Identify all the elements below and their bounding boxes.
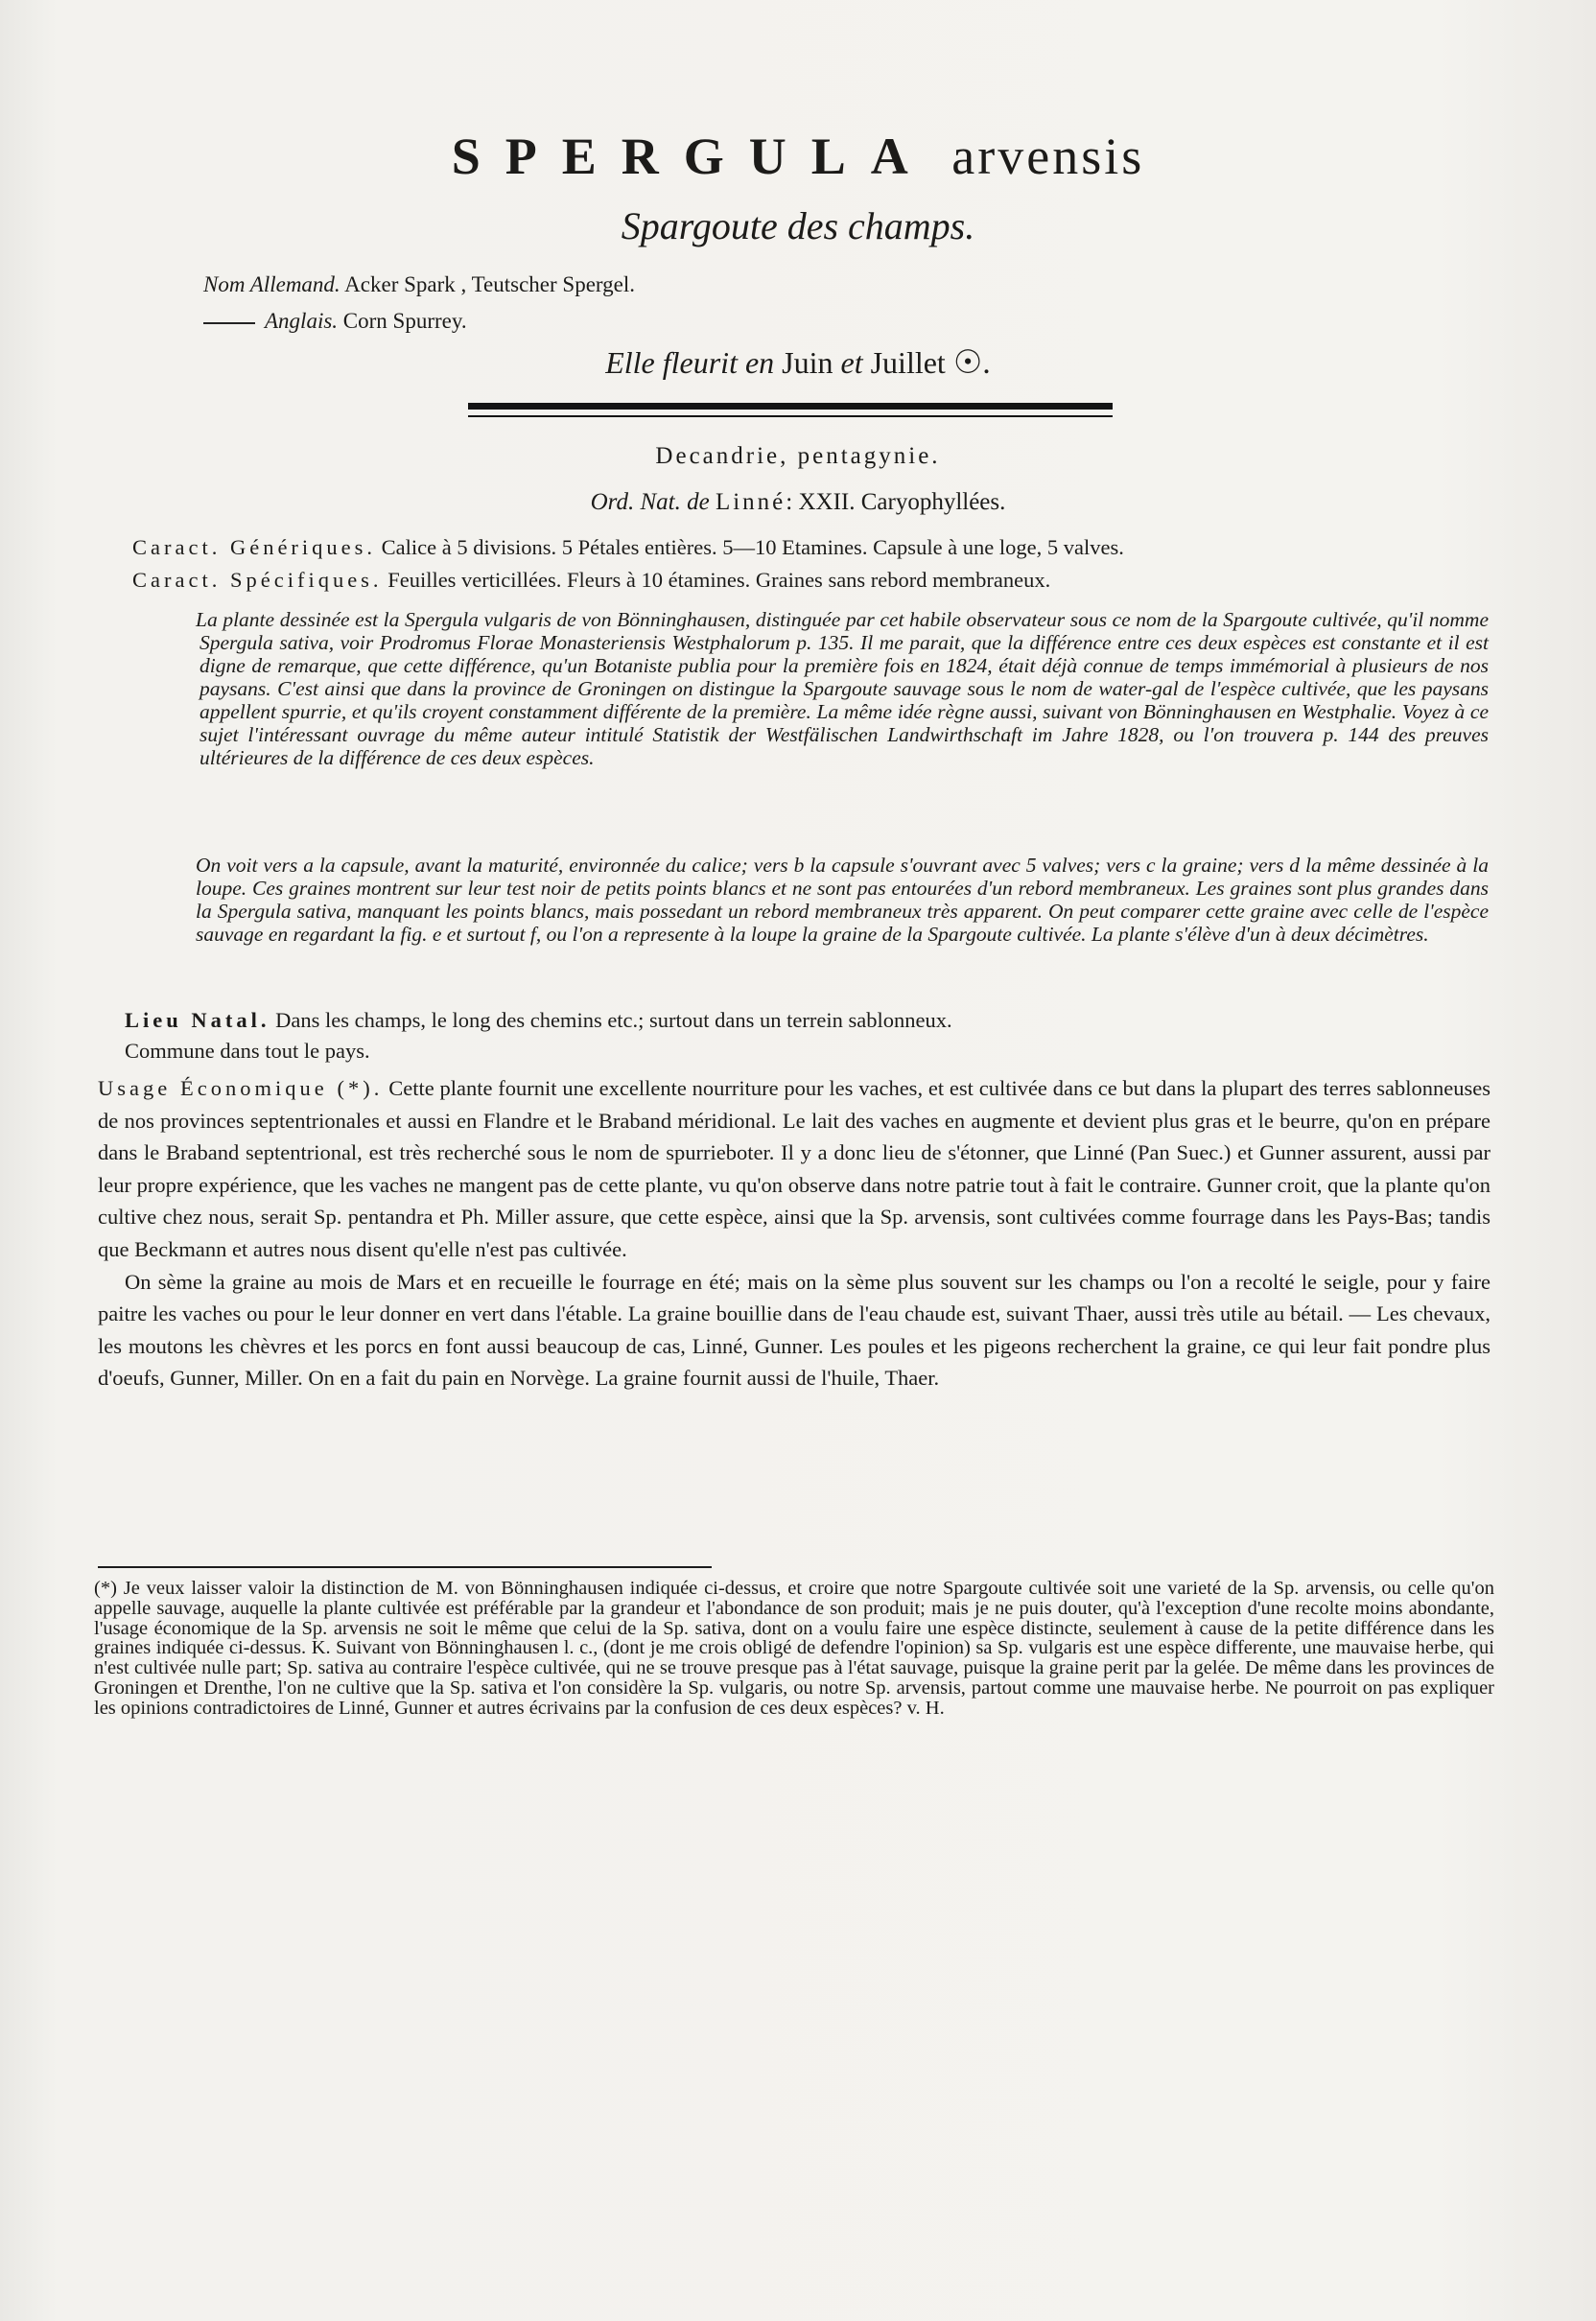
usage-section (98, 1072, 1490, 1395)
order-author: Linné (715, 489, 786, 515)
annual-symbol-icon: ☉. (952, 345, 991, 381)
flowering-month-1: Juin (782, 345, 833, 380)
footnote: (*) Je veux laisser valoir la distinction de M. von Bönninghausen indiquée ci-dessus, et croire que notre Spargoute cultivée soit une varieté de la Sp. arvensis, ou celle qu'on appelle sauvage, auquelle la plante cultivée est préférable par la grandeur et l'abondance de son produit; mais je ne puis douter, qu'à l'exception d'une recolte moins abondante, l'usage économique de la Sp. arvensis ne soit le même que celui de la Sp. sativa, dont on a voulu faire une espèce distincte, seulement à cause de la petite différence dans les graines indiquée ci-dessus. K. Suivant von Bönninghausen l. c., (dont je me crois obligé de defendre l'opinion) sa Sp. vulgaris est une espèce differente, une mauvaise herbe, qui n'est cultivée nulle part; Sp. sativa au contraire l'espèce cultivée, qui ne se trouve presque pas à l'état sauvage, puisque la graine perit par la gelée. De même dans les provinces de Groningen et Drenthe, l'on ne cultive que la Sp. sativa et l'on considère la Sp. vulgaris, ou notre Sp. arvensis, partout comme une mauvaise herbe. Ne pourroit on pas expliquer les opinions contradictoires de Linné, Gunner et autres écrivains par la confusion de ces deux espèces? v. H. (94, 1578, 1494, 1719)
flowering-conj: et (840, 345, 863, 380)
specific-characters (132, 568, 1500, 593)
generic-characters (132, 535, 1500, 560)
german-name-line (203, 267, 635, 303)
habitat-line-2: Commune dans tout le pays. (125, 1039, 370, 1063)
german-label: Nom Allemand. (203, 272, 340, 296)
common-name: Spargoute des champs. (621, 204, 975, 247)
generic-text: Calice à 5 divisions. 5 Pétales entières. 5—10 Etamines. Capsule à une loge, 5 valves. (381, 535, 1124, 559)
vernacular-names (203, 267, 635, 340)
description-paragraph-1: La plante dessinée est la Spergula vulgaris de von Bönninghausen, distinguée par cet habile observateur sous ce nom de la Spargoute cultivée, qu'il nomme Spergula sativa, voir Prodromus Florae Monasteriensis Westphalorum p. 135. Il me parait, que la différence entre ces deux espèces est constante et il est digne de remarque, que cette différence, qu'un Botaniste publia pour la première fois en 1824, était déjà connue de temps immémorial à plusieurs de nos paysans. C'est ainsi que dans la province de Groningen on distingue la Spargoute sauvage sous le nom de water-gal de l'espèce cultivée, que les paysans appellent spurrie, et qu'ils croyent constamment différente de la première. La même idée règne aussi, suivant von Bönninghausen en Westphalie. Voyez à ce sujet l'intéressant ouvrage du même auteur intitulé Statistik der Westfälischen Landwirthschaft im Jahre 1828, ou l'on trouvera p. 144 des preuves ultérieures de la différence de ces deux espèces. (196, 608, 1489, 769)
usage-text-2: On sème la graine au mois de Mars et en recueille le fourrage en été; mais on la sème plus souvent sur les champs ou l'on a recolté le seigle, pour y faire paitre les vaches ou pour le leur donner en vert dans l'étable. La graine bouillie dans de l'eau chaude est, suivant Thaer, aussi très utile au bétail. — Les chevaux, les moutons les chèvres et les porcs en font aussi beaucoup de cas, Linné, Gunner. Les poules et les pigeons recherchent la graine, ce qui leur fait pondre plus d'oeufs, Gunner, Miller. On en a fait du pain en Norvège. La graine fournit aussi de l'huile, Thaer. (98, 1269, 1490, 1391)
usage-text-1: Cette plante fournit une excellente nourriture pour les vaches, et est cultivée dans ce but dans la plupart des terres sablonneuses de nos provinces septentrionales et aussi en Flandre et le Braband méridional. Le lait des vaches en augmente et devient plus gras et le beurre, qu'on en prépare dans le Braband septentrional, est très recherché sous le nom de spurrieboter. Il y a donc lieu de s'étonner, que Linné (Pan Suec.) et Gunner assurent, aussi par leur propre expérience, que les vaches ne mangent pas de cette plante, vu qu'on observe dans notre patrie tout à fait le contraire. Gunner croit, que la plante qu'on cultive chez nous, serait Sp. pentandra et Ph. Miller assure, que cette espèce, ainsi que la Sp. arvensis, sont cultivées comme fourrage dans les Pays-Bas; tandis que Beckmann et autres nous disent qu'elle n'est pas cultivée. (98, 1076, 1491, 1261)
english-name-line (203, 303, 635, 340)
order-prefix: Ord. Nat. de (590, 489, 710, 515)
generic-label: Caract. Génériques. (132, 535, 377, 559)
habitat-section (125, 1005, 1490, 1067)
species-epithet: arvensis (951, 128, 1145, 185)
header-rule-thick (468, 403, 1113, 410)
german-name: Acker Spark , Teutscher Spergel. (344, 272, 636, 296)
habitat-label: Lieu Natal. (125, 1008, 270, 1032)
specific-label: Caract. Spécifiques. (132, 568, 383, 592)
habitat-text: Dans les champs, le long des chemins etc.; surtout dans un terrein sablonneux. (275, 1008, 952, 1032)
description-paragraph-2: On voit vers a la capsule, avant la maturité, environnée du calice; vers b la capsule s'ouvrant avec 5 valves; vers c la graine; vers d la même dessinée à la loupe. Ces graines montrent sur leur test noir de petits points blancs et ne sont pas entourées d'un rebord membraneux. Les graines sont plus grandes dans la Spergula sativa, manquant les points blancs, mais possedant un rebord membraneux très apparent. On peut comparer cette graine avec celle de l'espèce sauvage en regardant la fig. e et surtout f, ou l'on a represente à la loupe la graine de la Spargoute cultivée. La plante s'élève d'un à deux décimètres. (196, 854, 1489, 946)
usage-paragraph-1 (98, 1072, 1490, 1266)
english-label: Anglais. (265, 309, 339, 333)
linnaean-class: Decandrie, pentagynie. (655, 443, 941, 469)
flowering-line (0, 343, 1596, 382)
species-title (0, 127, 1596, 186)
english-name: Corn Spurrey. (342, 309, 467, 333)
ditto-dash (203, 322, 255, 324)
flowering-month-2: Juillet (870, 345, 946, 380)
footnote-rule (98, 1566, 712, 1568)
genus-name: SPERGULA (451, 128, 933, 185)
habitat-line (125, 1005, 1490, 1036)
specific-text: Feuilles verticillées. Fleurs à 10 étamines. Graines sans rebord membraneux. (387, 568, 1051, 592)
header-rule-thin (468, 415, 1113, 417)
order-value: : XXII. Caryophyllées. (786, 489, 1006, 515)
usage-paragraph-2 (98, 1266, 1490, 1395)
flowering-prefix: Elle fleurit en (605, 345, 775, 380)
natural-order (0, 489, 1596, 516)
usage-label: Usage Économique (*). (98, 1076, 384, 1100)
